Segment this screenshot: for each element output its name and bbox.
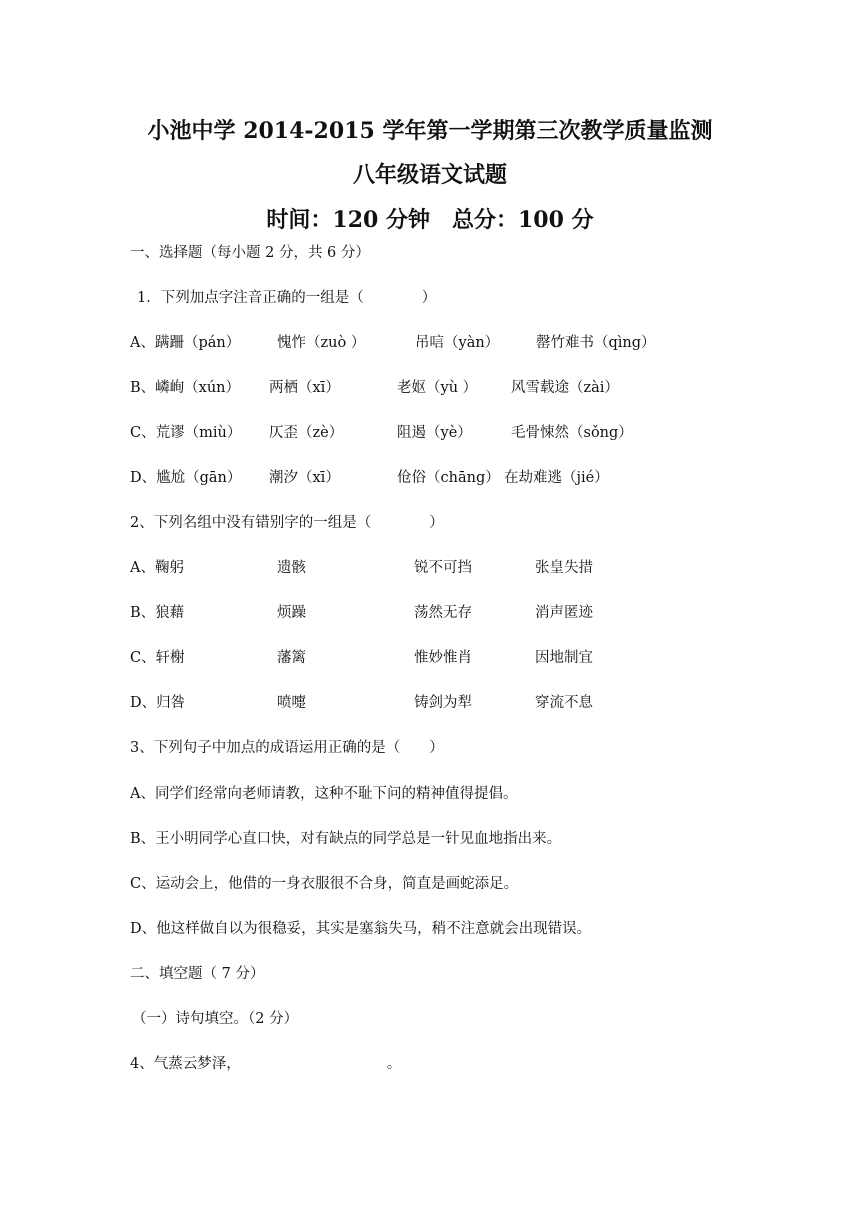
option-cell: D、归咎 (130, 695, 186, 711)
option-cell: C、荒谬（miù） (130, 425, 242, 441)
q4-prefix: 4、气蒸云梦泽， (130, 1056, 241, 1072)
option-cell: 张皇失措 (535, 560, 593, 576)
option-cell: 伧俗（chāng） (397, 470, 500, 486)
option-cell: B、狼藉 (130, 605, 185, 621)
q1-stem: 1．下列加点字注音正确的一组是（ ） (137, 290, 437, 306)
option-cell: A、鞠躬 (130, 560, 184, 576)
section1-heading: 一、选择题（每小题 2 分，共 6 分） (130, 245, 370, 261)
option-cell: 罄竹难书（qìng） (536, 335, 656, 351)
option-cell: 遗骸 (277, 560, 306, 576)
q3-option: B、王小明同学心直口快，对有缺点的同学总是一针见血地指出来。 (130, 831, 562, 847)
option-cell: 愧怍（zuò ） (277, 335, 366, 351)
section2-heading: 二、填空题（ 7 分） (130, 966, 265, 982)
option-cell: 因地制宜 (535, 650, 593, 666)
q3-option: D、他这样做自以为很稳妥，其实是塞翁失马，稍不注意就会出现错误。 (130, 921, 592, 937)
q4-line (130, 1054, 401, 1074)
exam-time: 时间：120 分钟 (266, 207, 430, 233)
option-cell: 惟妙惟肖 (414, 650, 472, 666)
option-cell: 荡然无存 (414, 605, 472, 621)
option-cell: 在劫难逃（jié） (504, 470, 609, 486)
q3-option: A、同学们经常向老师请教，这种不耻下问的精神值得提倡。 (130, 786, 518, 802)
option-cell: 消声匿迹 (535, 605, 593, 621)
option-cell: B、嶙峋（xún） (130, 380, 241, 396)
option-cell: 铸剑为犁 (414, 695, 472, 711)
exam-score: 总分：100 分 (452, 207, 594, 233)
q2-stem: 2、下列名组中没有错别字的一组是（ ） (130, 515, 444, 531)
option-cell: 烦躁 (277, 605, 306, 621)
exam-info (0, 203, 860, 234)
option-cell: 潮汐（xī） (269, 470, 340, 486)
q4-suffix: 。 (386, 1056, 402, 1072)
exam-subtitle: 八年级语文试题 (352, 162, 507, 188)
section2-sub1: （一）诗句填空。（2 分） (132, 1011, 299, 1027)
option-cell: 风雪载途（zài） (511, 380, 619, 396)
option-cell: 毛骨悚然（sǒng） (511, 425, 633, 441)
option-cell: 锐不可挡 (414, 560, 472, 576)
q3-stem: 3、下列句子中加点的成语运用正确的是（ ） (130, 740, 444, 756)
option-cell: 喷嚏 (277, 695, 306, 711)
option-cell: 两栖（xī） (269, 380, 340, 396)
option-cell: D、尴尬（gān） (130, 470, 242, 486)
option-cell: 仄歪（zè） (269, 425, 344, 441)
option-cell: 阻遏（yè） (397, 425, 472, 441)
option-cell: A、蹒跚（pán） (130, 335, 241, 351)
option-cell: 吊唁（yàn） (415, 335, 500, 351)
option-cell: 老妪（yù ） (397, 380, 478, 396)
option-cell: 藩篱 (277, 650, 306, 666)
exam-title: 小池中学 2014-2015 学年第一学期第三次教学质量监测 (147, 118, 713, 144)
option-cell: 穿流不息 (535, 695, 593, 711)
q3-option: C、运动会上，他借的一身衣服很不合身，简直是画蛇添足。 (130, 876, 519, 892)
option-cell: C、轩榭 (130, 650, 185, 666)
